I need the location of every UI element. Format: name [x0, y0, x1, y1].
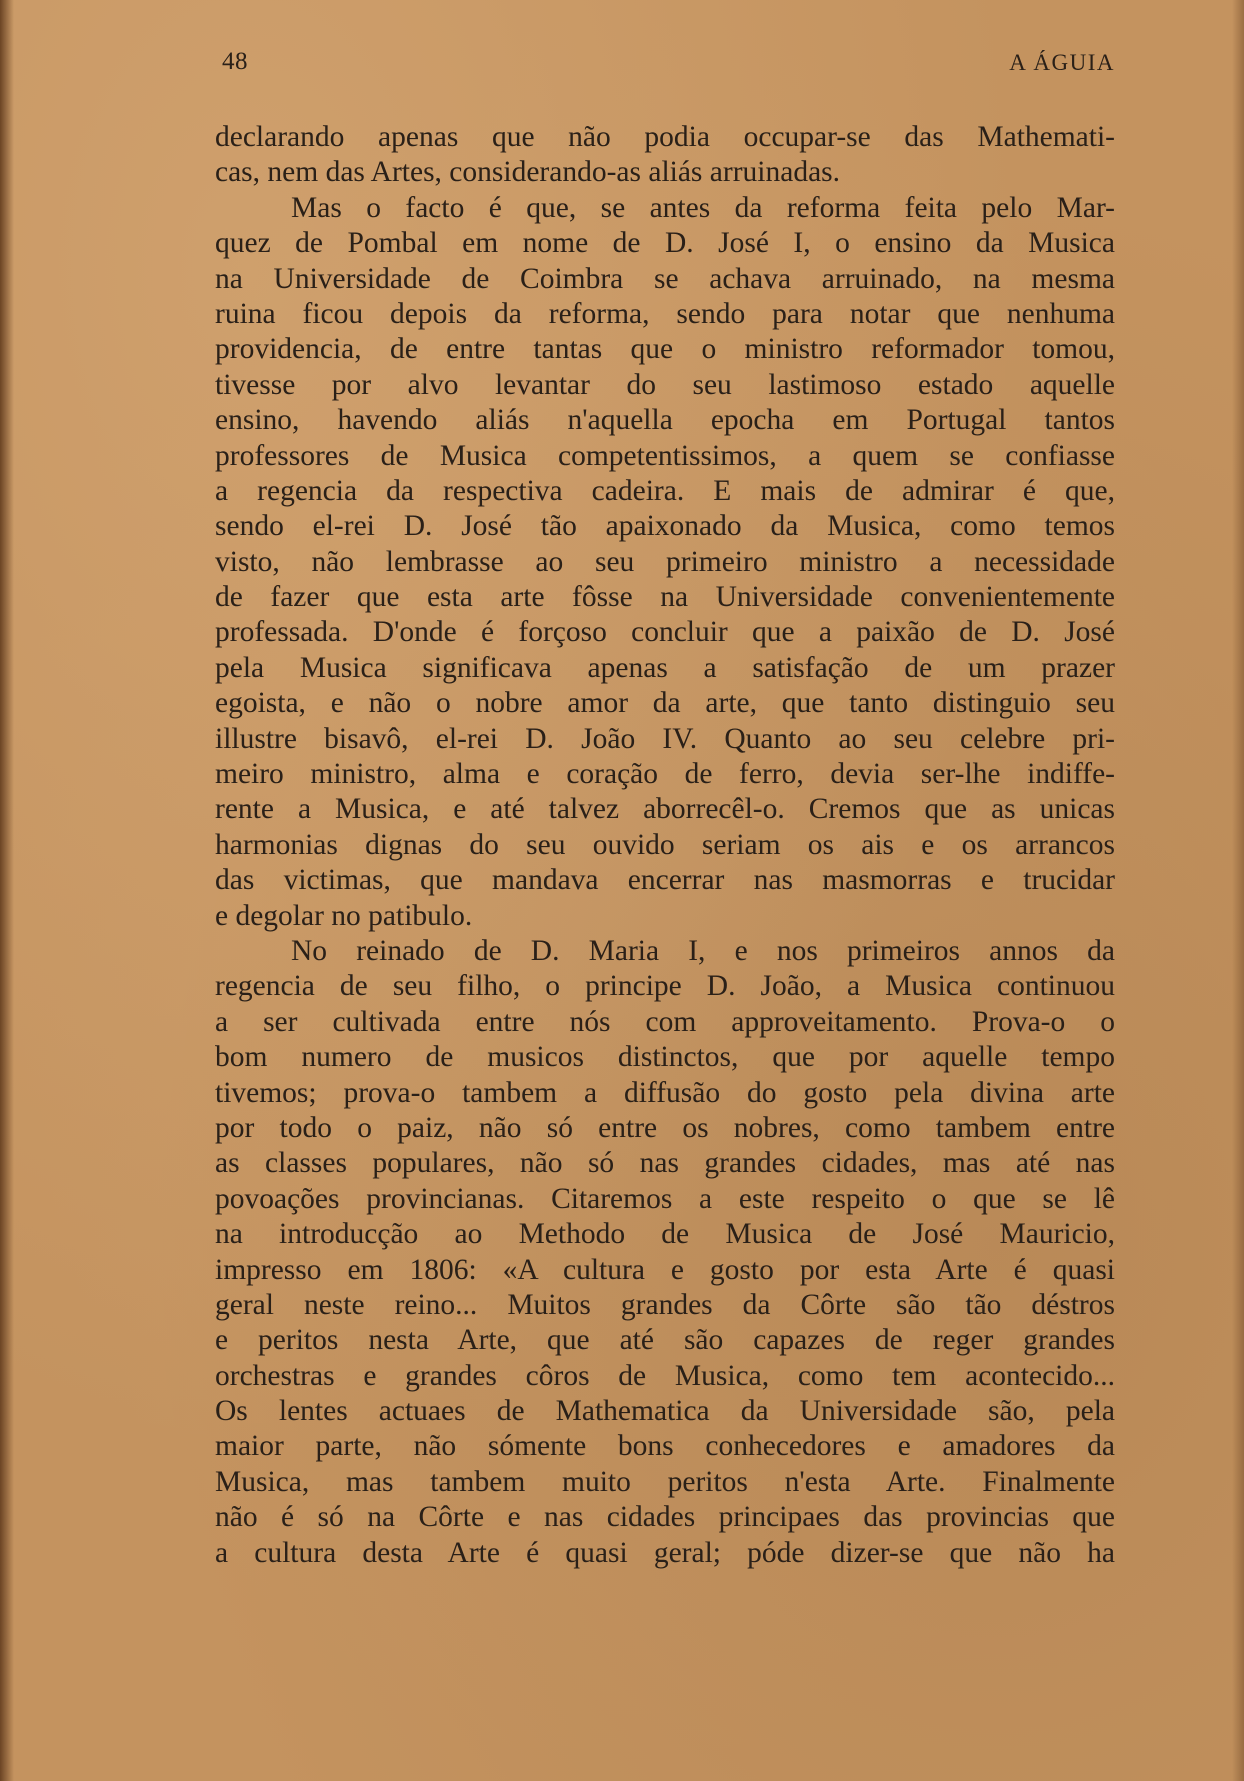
text-line: a regencia da respectiva cadeira. E mais de admirar é que, — [215, 474, 1115, 507]
text-line: as classes populares, não só nas grandes cidades, mas até nas — [215, 1147, 1115, 1180]
text-line: providencia, de entre tantas que o ministro reformador tomou, — [215, 333, 1115, 366]
text-line: regencia de seu filho, o principe D. João, a Musica continuou — [215, 970, 1115, 1003]
text-line: de fazer que esta arte fôsse na Universidade convenientemente — [215, 581, 1115, 614]
text-line: geral neste reino... Muitos grandes da Côrte são tão déstros — [215, 1288, 1115, 1321]
text-line: e peritos nesta Arte, que até são capazes de reger grandes — [215, 1324, 1115, 1357]
text-line: Mas o facto é que, se antes da reforma feita pelo Mar- — [291, 191, 1115, 224]
text-line: cas, nem das Artes, considerando-as aliás arruinadas. — [215, 156, 841, 189]
text-line: bom numero de musicos distinctos, que por aquelle tempo — [215, 1041, 1115, 1074]
body-text — [215, 120, 1115, 1571]
text-line: ensino, havendo aliás n'aquella epocha em Portugal tantos — [215, 404, 1115, 437]
text-line: declarando apenas que não podia occupar-se das Mathemati- — [215, 121, 1115, 153]
text-line: na introducção ao Methodo de Musica de José Mauricio, — [215, 1218, 1115, 1251]
text-line: das victimas, que mandava encerrar nas masmorras e trucidar — [215, 864, 1115, 897]
text-line: na Universidade de Coimbra se achava arruinado, na mesma — [215, 262, 1115, 295]
text-line: egoista, e não o nobre amor da arte, que tanto distinguio seu — [215, 687, 1115, 720]
text-line: impresso em 1806: «A cultura e gosto por esta Arte é quasi — [215, 1253, 1115, 1286]
text-line: visto, não lembrasse ao seu primeiro ministro a necessidade — [215, 545, 1115, 578]
text-line: Os lentes actuaes de Mathematica da Universidade são, pela — [215, 1395, 1115, 1428]
text-line: rente a Musica, e até talvez aborrecêl-o. Cremos que as unicas — [215, 793, 1115, 826]
text-line: Musica, mas tambem muito peritos n'esta Arte. Finalmente — [215, 1465, 1115, 1498]
text-line: No reinado de D. Maria I, e nos primeiros annos da — [291, 934, 1115, 967]
text-line: harmonias dignas do seu ouvido seriam os ais e os arrancos — [215, 828, 1115, 861]
page-left-edge-shadow — [0, 0, 14, 1781]
text-line: por todo o paiz, não só entre os nobres, como tambem entre — [215, 1111, 1115, 1144]
text-line: maior parte, não sómente bons conhecedores e amadores da — [215, 1430, 1115, 1463]
text-line: sendo el-rei D. José tão apaixonado da Musica, como temos — [215, 510, 1115, 543]
text-line: não é só na Côrte e nas cidades principaes das provincias que — [215, 1501, 1115, 1534]
text-line: tivesse por alvo levantar do seu lastimoso estado aquelle — [215, 368, 1115, 401]
text-line: e degolar no patibulo. — [215, 899, 473, 932]
page-header — [222, 48, 1115, 82]
text-line: povoações provincianas. Citaremos a este respeito o que se lê — [215, 1182, 1115, 1215]
text-line: professada. D'onde é forçoso concluir que a paixão de D. José — [215, 616, 1115, 649]
text-line: orchestras e grandes côros de Musica, como tem acontecido... — [215, 1359, 1115, 1392]
page-number: 48 — [222, 48, 248, 75]
text-line: professores de Musica competentissimos, a quem se confiasse — [215, 439, 1115, 472]
text-line: illustre bisavô, el-rei D. João IV. Quanto ao seu celebre pri- — [215, 722, 1115, 755]
page-right-edge-shadow — [1232, 0, 1244, 1781]
text-line: quez de Pombal em nome de D. José I, o ensino da Musica — [215, 227, 1115, 260]
text-line: meiro ministro, alma e coração de ferro, devia ser-lhe indiffe- — [215, 758, 1115, 791]
text-line: pela Musica significava apenas a satisfação de um prazer — [215, 651, 1115, 684]
text-line: a cultura desta Arte é quasi geral; póde dizer-se que não ha — [215, 1536, 1115, 1569]
text-line: ruina ficou depois da reforma, sendo para notar que nenhuma — [215, 297, 1115, 330]
text-line: a ser cultivada entre nós com approveitamento. Prova-o o — [215, 1005, 1115, 1038]
running-title: A ÁGUIA — [1009, 50, 1115, 75]
text-line: tivemos; prova-o tambem a diffusão do gosto pela divina arte — [215, 1076, 1115, 1109]
